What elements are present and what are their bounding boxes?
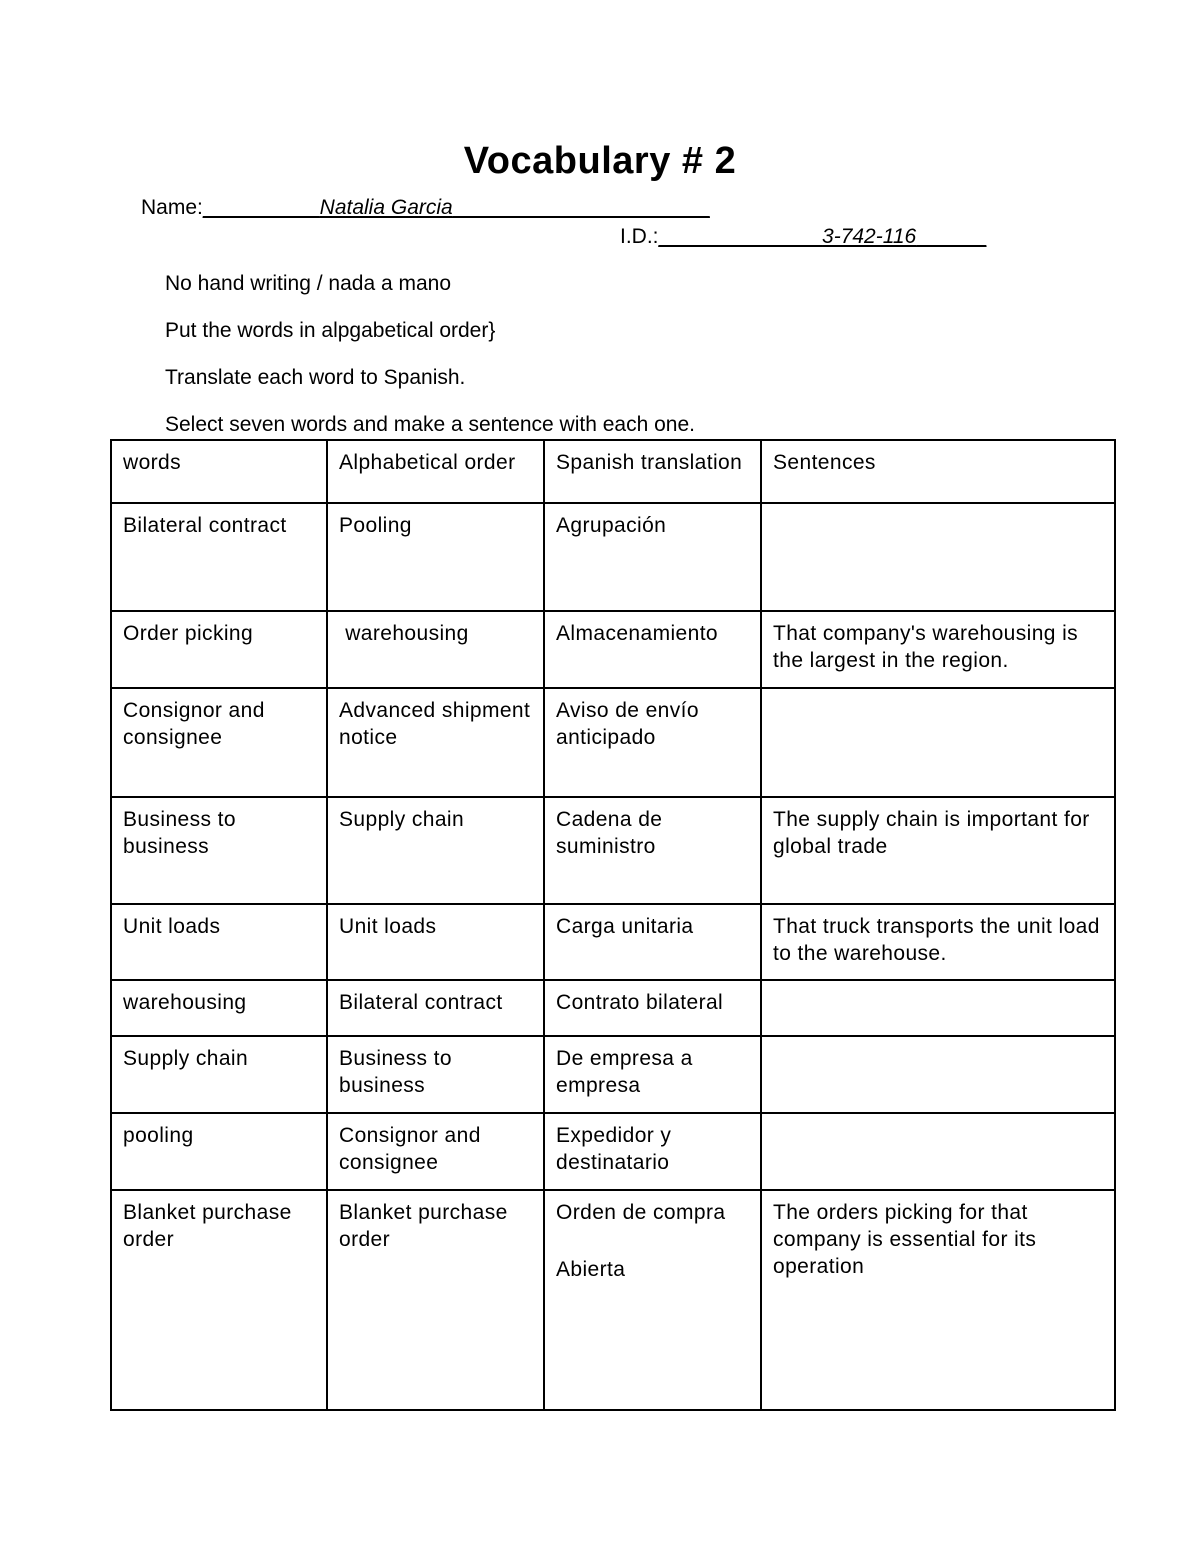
name-value: Natalia Garcia [319, 196, 453, 219]
cell-spanish: Almacenamiento [544, 611, 761, 688]
cell-spanish: Aviso de envío anticipado [544, 688, 761, 797]
cell-spanish [544, 1190, 761, 1410]
table-row [111, 1190, 1115, 1410]
name-underline-post: ______________________ [452, 196, 710, 219]
id-underline-pre: ______________ [658, 225, 823, 248]
table-row [111, 688, 1115, 797]
cell-word: Business to business [111, 797, 327, 904]
cell-word: Blanket purchase order [111, 1190, 327, 1410]
header-words: words [111, 440, 327, 503]
table-header-row [111, 440, 1115, 503]
cell-sentence [761, 1036, 1115, 1113]
cell-sentence [761, 1113, 1115, 1190]
table-row [111, 1113, 1115, 1190]
cell-sentence: The supply chain is important for global trade [761, 797, 1115, 904]
cell-word: Unit loads [111, 904, 327, 980]
cell-alphabetical: Business to business [327, 1036, 544, 1113]
instruction-1: No hand writing / nada a mano [165, 272, 452, 295]
table-row [111, 797, 1115, 904]
cell-spanish: Contrato bilateral [544, 980, 761, 1036]
cell-alphabetical: Consignor and consignee [327, 1113, 544, 1190]
cell-alphabetical: Bilateral contract [327, 980, 544, 1036]
cell-alphabetical: Unit loads [327, 904, 544, 980]
cell-spanish: Cadena de suministro [544, 797, 761, 904]
table-row [111, 904, 1115, 980]
cell-word: pooling [111, 1113, 327, 1190]
cell-sentence: That truck transports the unit load to the warehouse. [761, 904, 1115, 980]
name-underline-pre: __________ [202, 196, 320, 219]
cell-word: Bilateral contract [111, 503, 327, 611]
cell-spanish: De empresa a empresa [544, 1036, 761, 1113]
cell-alphabetical: Supply chain [327, 797, 544, 904]
cell-spanish: Expedidor y destinatario [544, 1113, 761, 1190]
id-underline-post: ______ [916, 225, 987, 248]
table-row [111, 980, 1115, 1036]
cell-alphabetical: warehousing [327, 611, 544, 688]
table-row [111, 1036, 1115, 1113]
cell-alphabetical: Advanced shipment notice [327, 688, 544, 797]
id-value: 3-742-116 [822, 225, 917, 248]
page-title: Vocabulary # 2 [463, 140, 737, 182]
vocabulary-table [110, 439, 1116, 1411]
id-label: I.D.: [620, 225, 659, 248]
table-row [111, 503, 1115, 611]
cell-alphabetical: Blanket purchase order [327, 1190, 544, 1410]
cell-sentence: That company's warehousing is the largest in the region. [761, 611, 1115, 688]
instruction-3: Translate each word to Spanish. [165, 366, 466, 389]
cell-word: Consignor and consignee [111, 688, 327, 797]
table-row [111, 611, 1115, 688]
cell-word: Order picking [111, 611, 327, 688]
header-alphabetical-order: Alphabetical order [327, 440, 544, 503]
instruction-4: Select seven words and make a sentence with each one. [165, 413, 695, 436]
cell-sentence: The orders picking for that company is essential for its operation [761, 1190, 1115, 1410]
cell-spanish: Carga unitaria [544, 904, 761, 980]
header-sentences: Sentences [761, 440, 1115, 503]
name-label: Name: [141, 196, 203, 219]
cell-spanish: Agrupación [544, 503, 761, 611]
cell-sentence [761, 980, 1115, 1036]
cell-sentence [761, 503, 1115, 611]
instruction-2: Put the words in alpgabetical order} [165, 319, 496, 342]
cell-sentence [761, 688, 1115, 797]
cell-spanish-line-2: Abierta [556, 1258, 626, 1281]
cell-word: Supply chain [111, 1036, 327, 1113]
header-spanish-translation: Spanish translation [544, 440, 761, 503]
name-line [141, 196, 710, 220]
cell-spanish-line-1: Orden de compra [556, 1201, 726, 1224]
id-line [620, 225, 986, 249]
cell-word: warehousing [111, 980, 327, 1036]
cell-alphabetical: Pooling [327, 503, 544, 611]
